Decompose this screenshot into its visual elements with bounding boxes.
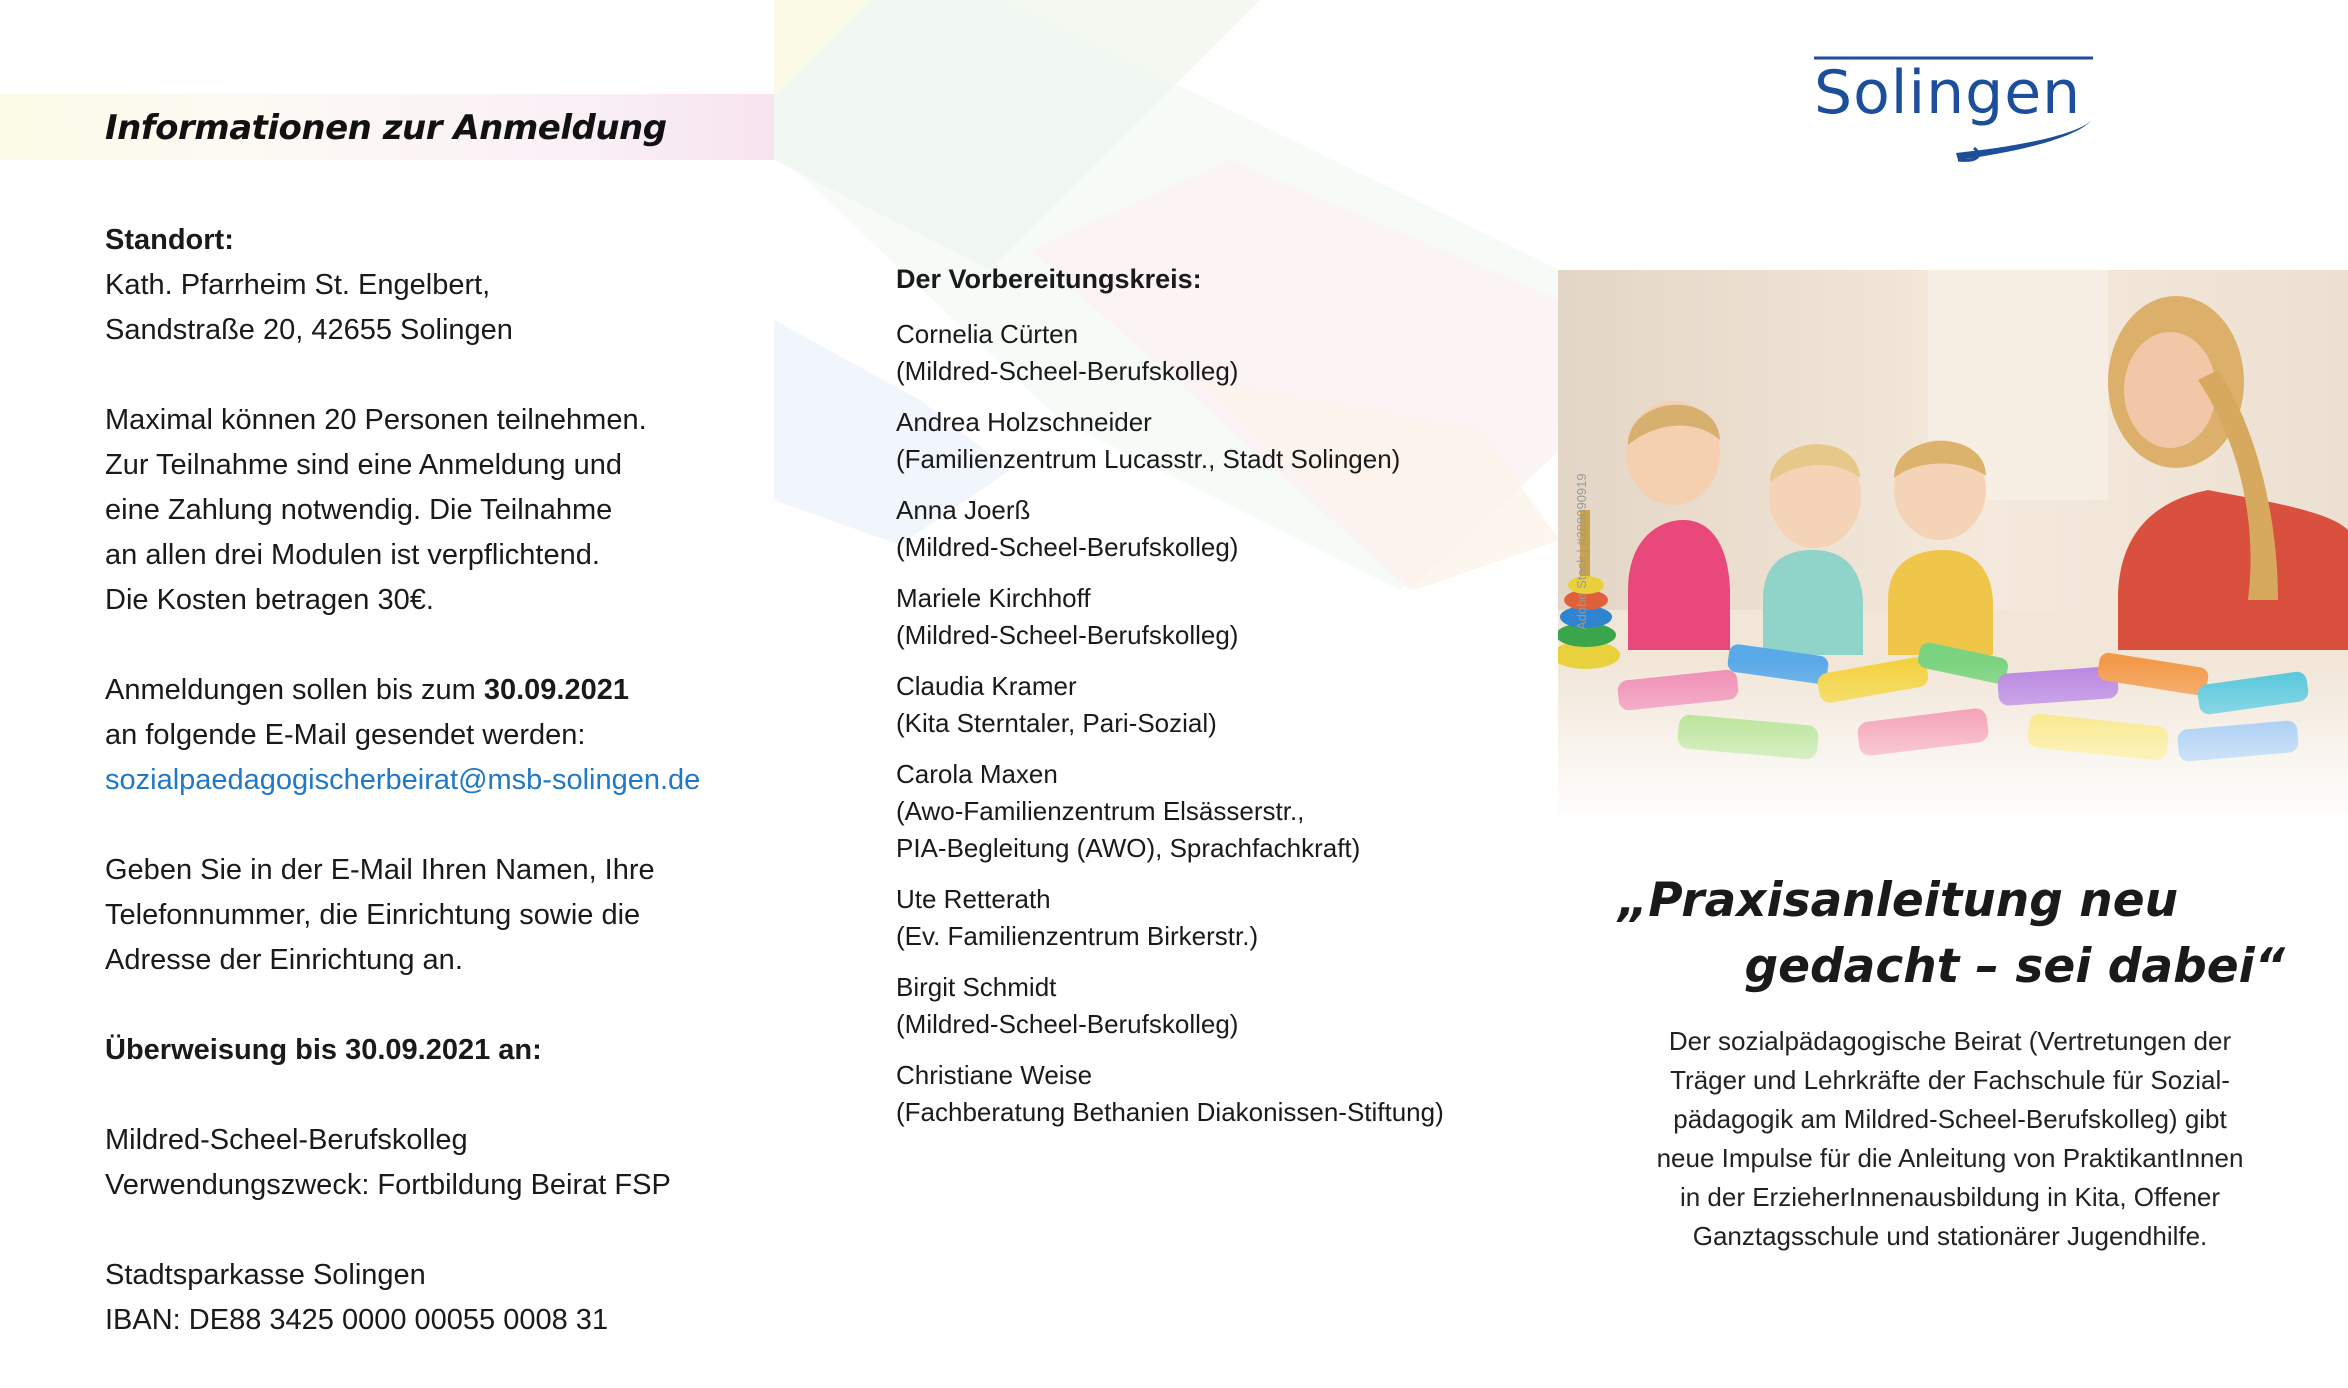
member-org: (Mildred-Scheel-Berufskolleg) — [896, 1009, 1239, 1039]
description-line: neue Impulse für die Anleitung von PraktikantInnen — [1656, 1143, 2244, 1173]
member-name: Cornelia Cürten — [896, 319, 1079, 349]
headline-quote — [1590, 868, 2290, 1000]
member-name: Claudia Kramer — [896, 671, 1077, 701]
capacity-line: Zur Teilnahme sind eine Anmeldung und — [105, 449, 622, 481]
photo-credit: Adobe Stock | #289090919 — [1574, 473, 1589, 630]
recipient-block — [105, 1118, 765, 1208]
member-name: Anna Joerß — [896, 495, 1031, 525]
email-link[interactable]: sozialpaedagogischerbeirat@msb-solingen.de — [105, 764, 701, 796]
details-line: Geben Sie in der E-Mail Ihren Namen, Ihre — [105, 854, 655, 886]
list-item — [896, 969, 1516, 1043]
member-name: Carola Maxen — [896, 759, 1058, 789]
member-name: Ute Retterath — [896, 884, 1051, 914]
kindergarten-photo — [1558, 270, 2348, 815]
registration-block — [105, 668, 765, 803]
description-line: pädagogik am Mildred-Scheel-Berufskolleg) gibt — [1673, 1104, 2227, 1134]
location-block — [105, 218, 765, 353]
quote-line-1: „Praxisanleitung neu — [1618, 873, 2179, 928]
registration-line-2: an folgende E-Mail gesendet werden: — [105, 719, 586, 751]
transfer-heading-block — [105, 1028, 765, 1073]
capacity-line: eine Zahlung notwendig. Die Teilnahme — [105, 494, 613, 526]
description-line: in der ErzieherInnenausbildung in Kita, Offener — [1679, 1182, 2221, 1212]
member-name: Christiane Weise — [896, 1060, 1093, 1090]
section-title: Informationen zur Anmeldung — [105, 108, 667, 148]
iban: IBAN: DE88 3425 0000 00055 0008 31 — [105, 1304, 609, 1336]
member-org: (Ev. Familienzentrum Birkerstr.) — [896, 921, 1259, 951]
committee-list — [896, 316, 1516, 1145]
logo-text: Solingen — [1814, 58, 2082, 128]
capacity-line: an allen drei Modulen ist verpflichtend. — [105, 539, 600, 571]
registration-deadline-line — [105, 668, 765, 713]
list-item — [896, 316, 1516, 390]
member-org: (Familienzentrum Lucasstr., Stadt Solingen) — [896, 444, 1401, 474]
member-org: (Mildred-Scheel-Berufskolleg) — [896, 620, 1239, 650]
member-name: Andrea Holzschneider — [896, 407, 1152, 437]
member-org: PIA-Begleitung (AWO), Sprachfachkraft) — [896, 833, 1361, 863]
recipient: Mildred-Scheel-Berufskolleg — [105, 1124, 468, 1156]
description-line: Der sozialpädagogische Beirat (Vertretungen der — [1668, 1026, 2232, 1056]
purpose: Verwendungszweck: Fortbildung Beirat FSP — [105, 1169, 671, 1201]
committee-title: Der Vorbereitungskreis: — [896, 264, 1202, 294]
list-item — [896, 492, 1516, 566]
member-org: (Awo-Familienzentrum Elsässerstr., — [896, 796, 1305, 826]
description — [1630, 1022, 2270, 1256]
member-name: Mariele Kirchhoff — [896, 583, 1091, 613]
transfer-heading: Überweisung bis 30.09.2021 an: — [105, 1034, 542, 1066]
bank-name: Stadtsparkasse Solingen — [105, 1259, 426, 1291]
location-line-1: Kath. Pfarrheim St. Engelbert, — [105, 269, 491, 301]
member-org: (Fachberatung Bethanien Diakonissen-Stiftung) — [896, 1097, 1444, 1127]
list-item — [896, 404, 1516, 478]
member-name: Birgit Schmidt — [896, 972, 1057, 1002]
location-label: Standort: — [105, 224, 234, 256]
photo-illustration — [1558, 270, 2348, 815]
list-item — [896, 756, 1516, 867]
bank-block — [105, 1253, 765, 1343]
details-block — [105, 848, 765, 983]
details-line: Adresse der Einrichtung an. — [105, 944, 463, 976]
list-item — [896, 881, 1516, 955]
registration-info — [105, 218, 765, 1388]
capacity-line: Maximal können 20 Personen teilnehmen. — [105, 404, 647, 436]
member-org: (Kita Sterntaler, Pari-Sozial) — [896, 708, 1217, 738]
list-item — [896, 1057, 1516, 1131]
list-item — [896, 580, 1516, 654]
member-org: (Mildred-Scheel-Berufskolleg) — [896, 532, 1239, 562]
solingen-logo — [1808, 52, 2098, 172]
member-org: (Mildred-Scheel-Berufskolleg) — [896, 356, 1239, 386]
registration-prefix: Anmeldungen sollen bis zum — [105, 674, 484, 706]
description-line: Ganztagsschule und stationärer Jugendhilfe. — [1692, 1221, 2208, 1251]
list-item — [896, 668, 1516, 742]
quote-line-2: gedacht – sei dabei“ — [1744, 939, 2285, 994]
capacity-block — [105, 398, 765, 623]
details-line: Telefonnummer, die Einrichtung sowie die — [105, 899, 641, 931]
registration-date: 30.09.2021 — [483, 674, 629, 706]
capacity-line: Die Kosten betragen 30€. — [105, 584, 434, 616]
description-line: Träger und Lehrkräfte der Fachschule für Sozial- — [1670, 1065, 2230, 1095]
location-line-2: Sandstraße 20, 42655 Solingen — [105, 314, 513, 346]
